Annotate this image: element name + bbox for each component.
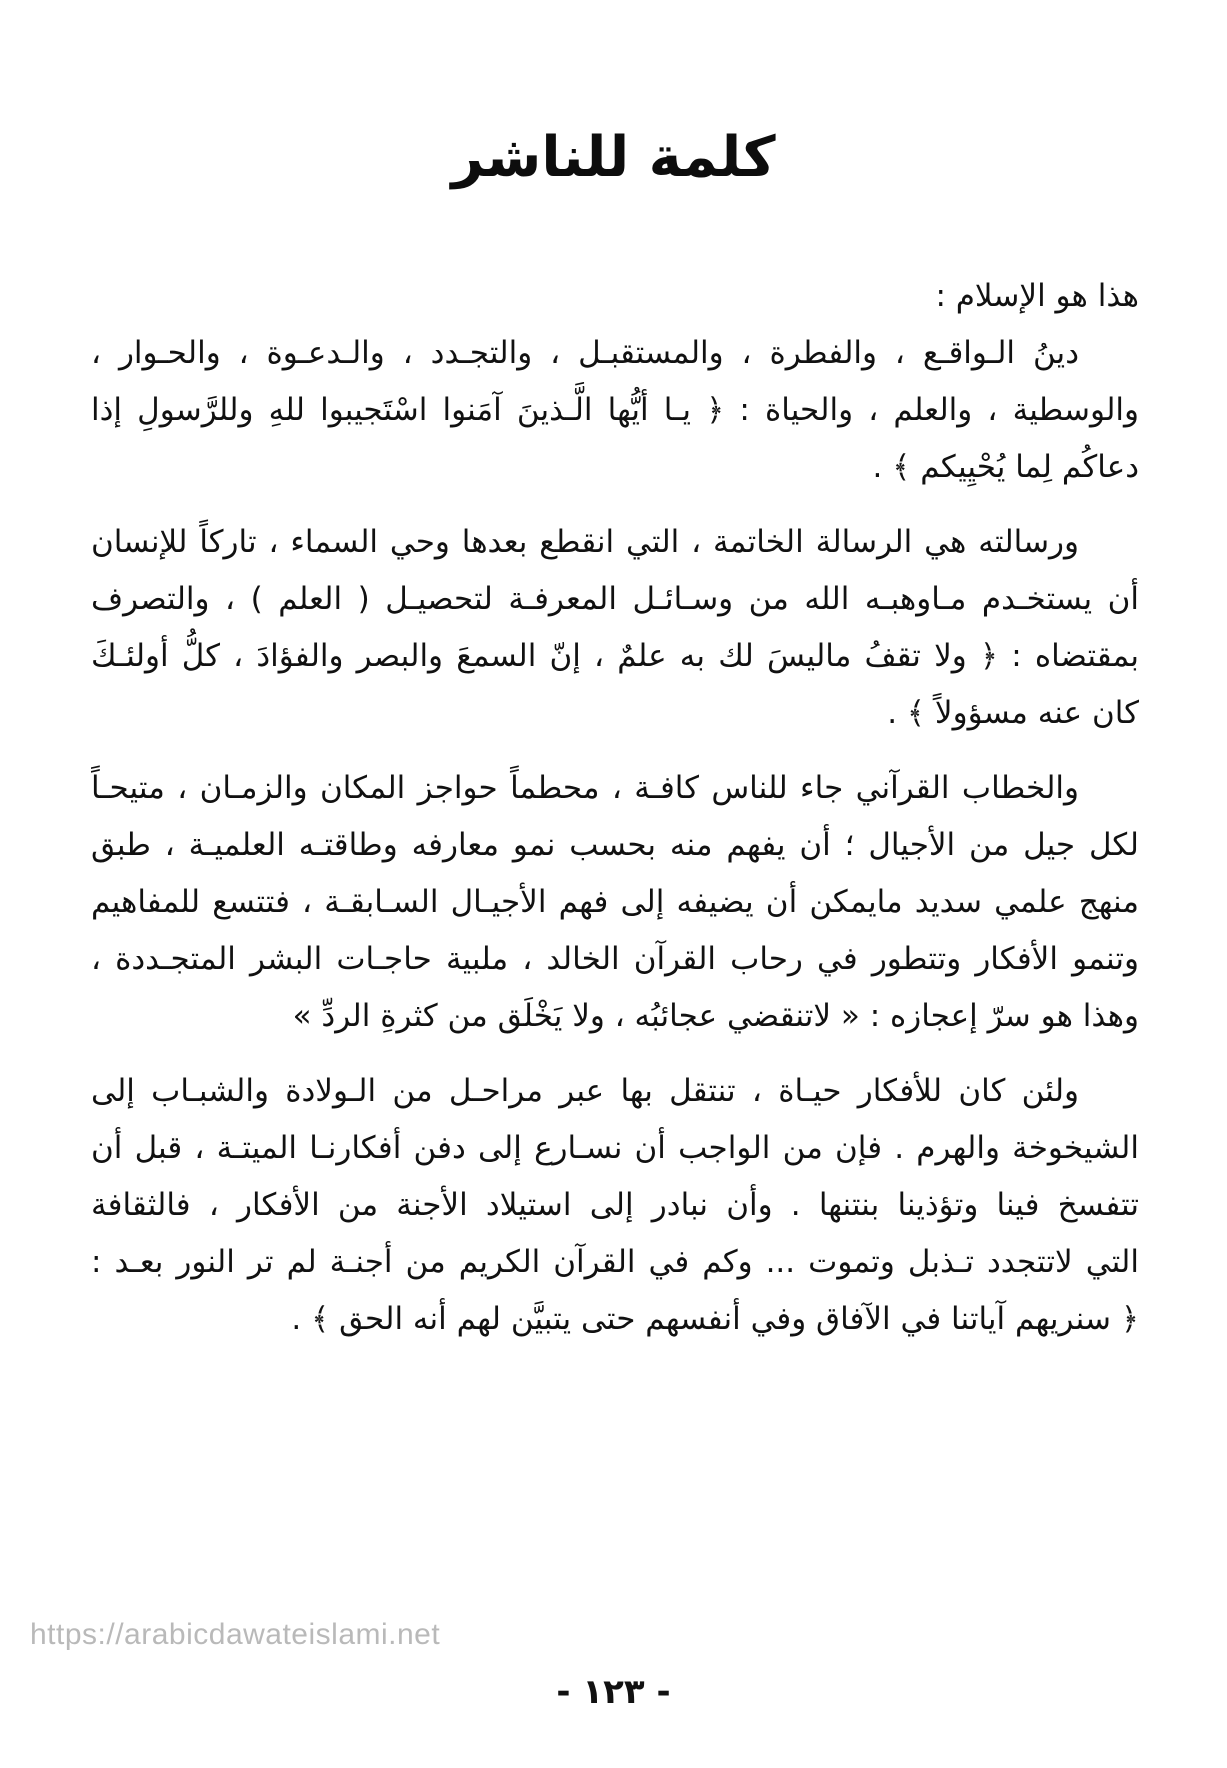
text-line: بمقتضاه : ﴿ ولا تقفُ ماليسَ لك به علمٌ ، إنّ السمعَ والبصر والفؤادَ ، كلُّ أولئـكَ xyxy=(91,638,1139,674)
text-line: منهج علمي سديد مايمكن أن يضيفه إلى فهم الأجيـال السـابقـة ، فتتسع للمفاهيم xyxy=(91,884,1139,920)
text-line: لكل جيل من الأجيال ؛ أن يفهم منه بحسب نمو معارفه وطاقتـه العلميـة ، طبق xyxy=(91,827,1139,863)
paragraph-gap xyxy=(91,496,1139,514)
text-line: والخطاب القرآني جاء للناس كافـة ، محطماً حواجز المكان والزمـان ، متيحـاً xyxy=(91,770,1079,806)
text-line: ورسالته هي الرسالة الخاتمة ، التي انقطع بعدها وحي السماء ، تاركاً للإنسان xyxy=(91,524,1079,560)
text-line: والوسطية ، والعلم ، والحياة : ﴿ يـا أيُّها الَّـذينَ آمَنوا اسْتَجيبوا للهِ وللرَّسولِ إذا xyxy=(91,392,1139,428)
paragraph-gap xyxy=(91,1045,1139,1063)
paragraph-intro xyxy=(91,268,1139,325)
text-line: ﴿ سنريهم آياتنا في الآفاق وفي أنفسهم حتى يتبيَّن لهم أنه الحق ﴾ . xyxy=(291,1301,1139,1337)
paragraph-gap xyxy=(91,742,1139,760)
paragraph-1 xyxy=(91,325,1139,496)
text-line: التي لاتتجدد تـذبل وتموت ... وكم في القرآن الكريم من أجنـة لم تر النور بعـد : xyxy=(91,1244,1139,1280)
text-line: هذا هو الإسلام : xyxy=(935,278,1139,314)
paragraph-2 xyxy=(91,514,1139,742)
text-line: وتنمو الأفكار وتتطور في رحاب القرآن الخالد ، ملبية حاجـات البشر المتجـددة ، xyxy=(91,941,1139,977)
paragraph-4 xyxy=(91,1063,1139,1348)
page-title: كلمة للناشر xyxy=(451,125,776,190)
text-line: دعاكُم لِما يُحْيِيكم ﴾ . xyxy=(872,449,1139,485)
body-text xyxy=(91,268,1139,1348)
page-number: - ١٢٣ - xyxy=(556,1672,671,1712)
paragraph-3 xyxy=(91,760,1139,1045)
text-line: وهذا هو سرّ إعجازه : « لاتنقضي عجائبُه ، ولا يَخْلَق من كثرةِ الردِّ » xyxy=(292,998,1139,1034)
watermark-url: https://arabicdawateislami.net xyxy=(30,1618,441,1651)
text-line: دينُ الـواقـع ، والفطرة ، والمستقبـل ، والتجـدد ، والـدعـوة ، والحـوار ، xyxy=(91,335,1079,371)
text-line: ولئن كان للأفكار حيـاة ، تنتقل بها عبر مراحـل من الـولادة والشبـاب إلى xyxy=(91,1073,1079,1109)
text-line: كان عنه مسؤولاً ﴾ . xyxy=(887,695,1139,731)
text-line: أن يستخـدم مـاوهبـه الله من وسـائـل المعرفـة لتحصيـل ( العلم ) ، والتصرف xyxy=(91,581,1139,617)
text-line: الشيخوخة والهرم . فإن من الواجب أن نسـارع إلى دفن أفكارنـا الميتـة ، قبل أن xyxy=(91,1130,1139,1166)
text-line: تتفسخ فينا وتؤذينا بنتنها . وأن نبادر إلى استيلاد الأجنة من الأفكار ، فالثقافة xyxy=(91,1187,1139,1223)
